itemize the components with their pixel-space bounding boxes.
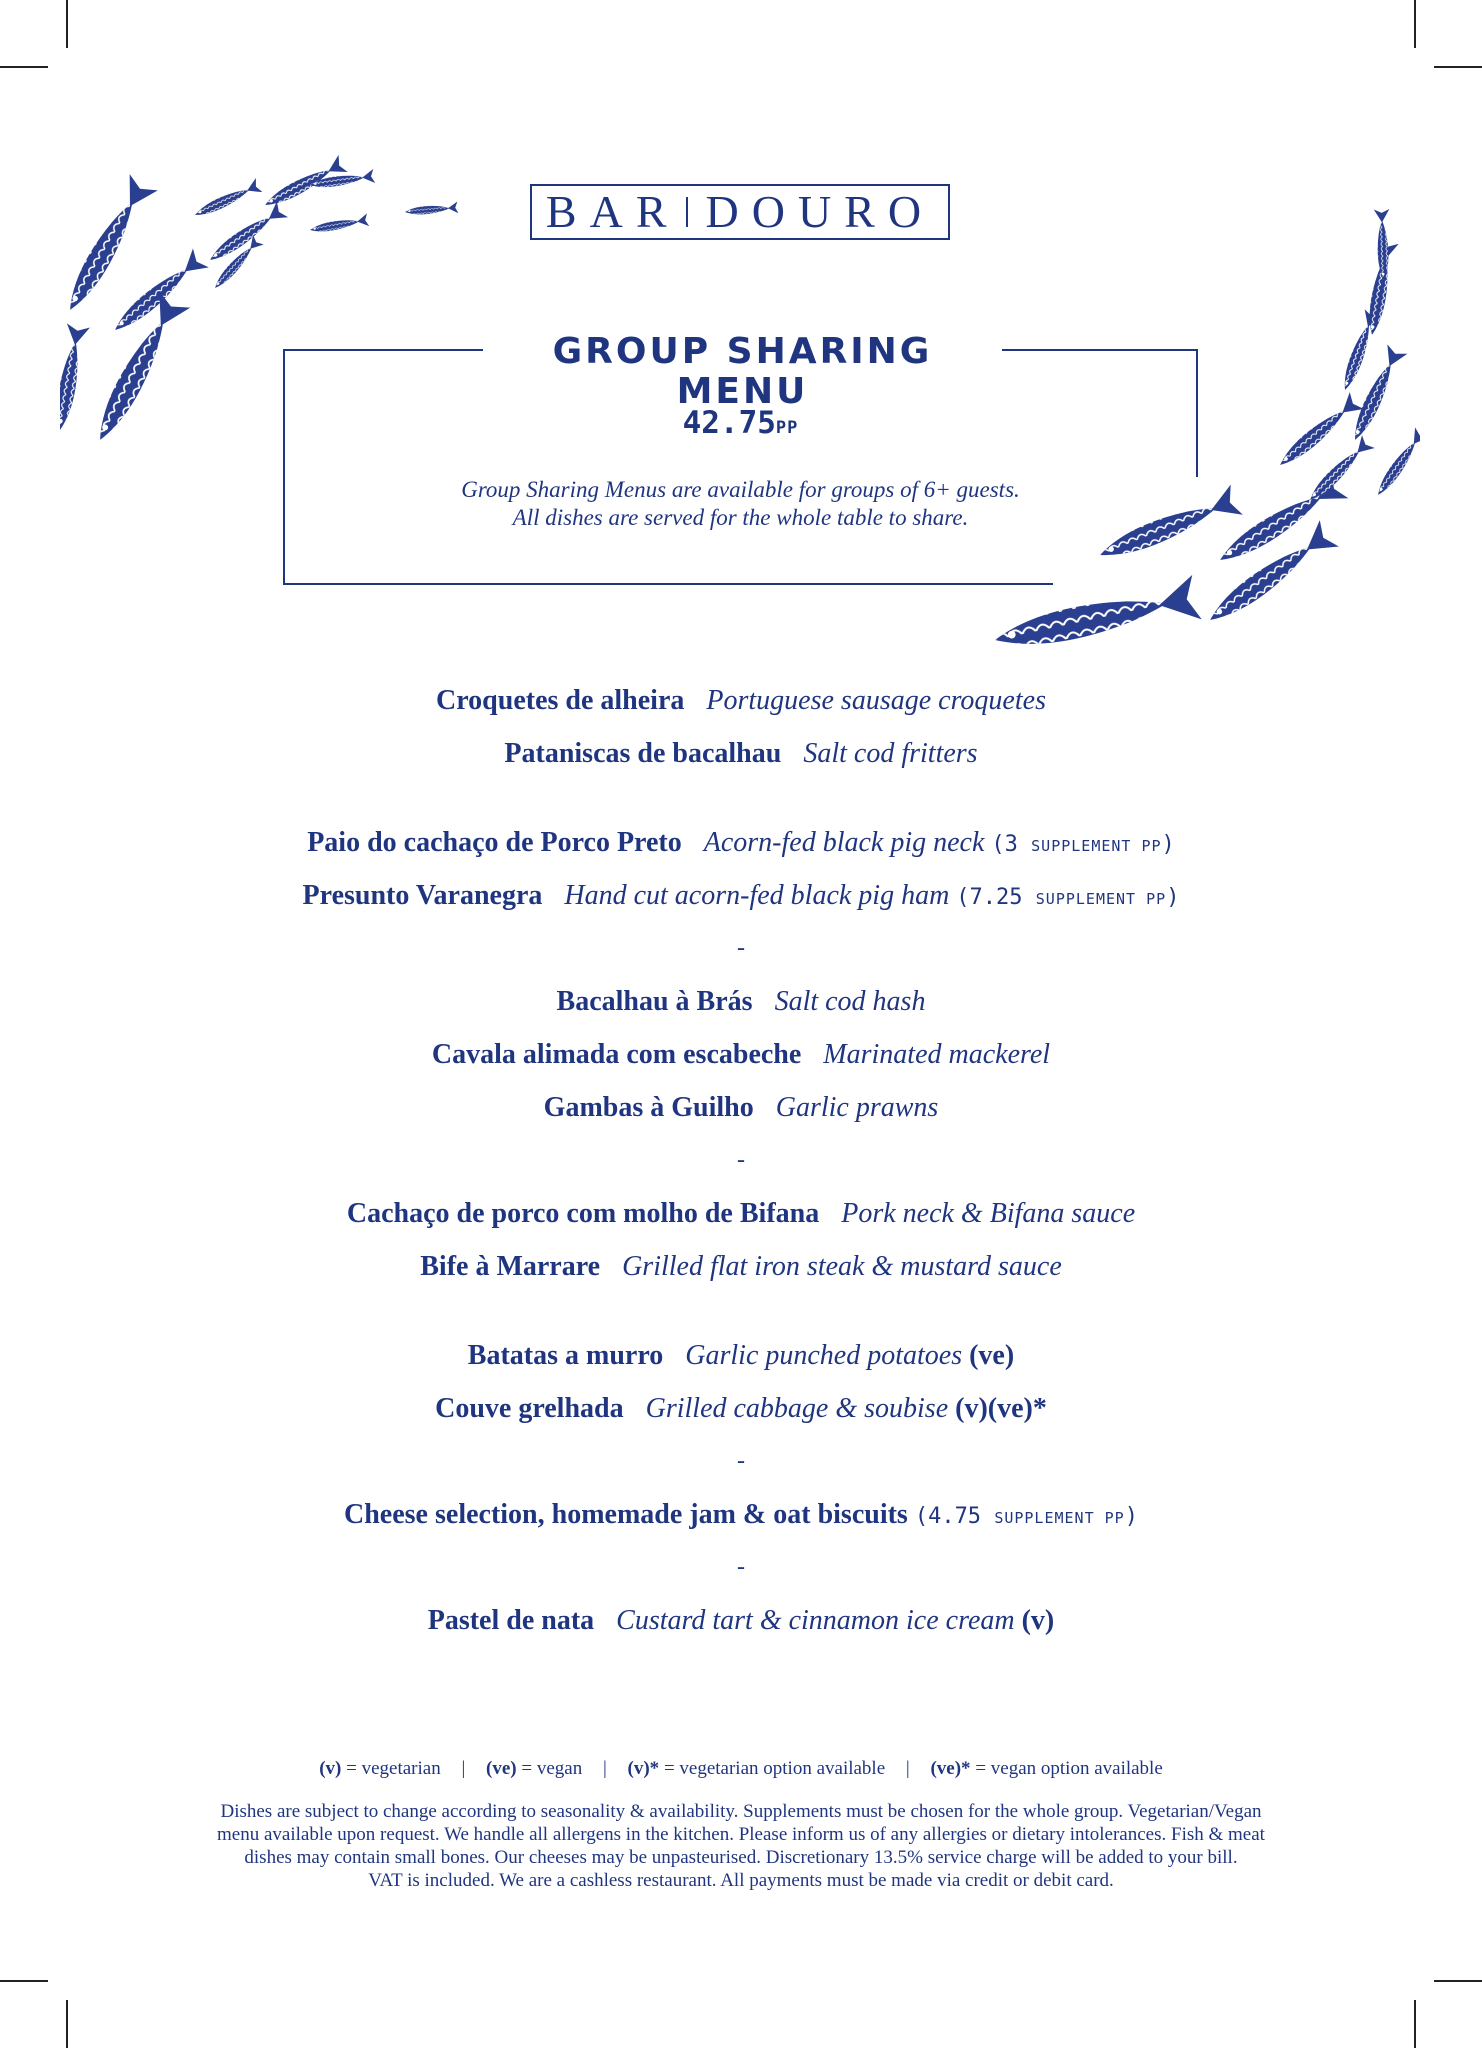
fish-icon: [990, 575, 1201, 650]
menu-item: [0, 1240, 1482, 1293]
dish-description: Salt cod fritters: [803, 738, 978, 769]
dish-description: Marinated mackerel: [823, 1039, 1051, 1070]
dish-description: Portuguese sausage croquetes: [706, 685, 1046, 716]
intro-line: Group Sharing Menus are available for groups of 6+ guests.: [461, 477, 1020, 502]
logo-left-word: BAR: [545, 186, 680, 237]
footer-line: menu available upon request. We handle all allergens in the kitchen. Please inform us of any allergies or dietary intolerances. Fish & meat: [217, 1824, 1265, 1845]
section-gap: [0, 780, 1482, 816]
crop-mark: [0, 1980, 48, 1982]
supplement-close: ): [1124, 1504, 1138, 1529]
fish-icon: [107, 248, 209, 339]
dish-name: Pataniscas de bacalhau: [504, 738, 782, 769]
dish-name: Bife à Marrare: [420, 1251, 601, 1282]
logo-right-word: DOURO: [705, 186, 935, 237]
legend-divider: |: [905, 1758, 910, 1779]
section-separator: -: [737, 935, 745, 961]
dish-description: Acorn-fed black pig neck: [703, 827, 985, 858]
section-separator: -: [737, 1554, 745, 1580]
dish-name: Paio do cachaço de Porco Preto: [307, 827, 682, 858]
legend-text: = vegetarian option available: [663, 1758, 886, 1779]
supplement-close: ): [1161, 832, 1175, 857]
dish-name: Bacalhau à Brás: [556, 986, 753, 1017]
frame-line: [283, 583, 1053, 585]
dish-description: Hand cut acorn-fed black pig ham: [564, 880, 950, 911]
menu-item: [0, 816, 1482, 869]
menu-title: GROUP SHARING MENU: [552, 331, 933, 412]
menu-item: [0, 1081, 1482, 1134]
price-unit: PP: [775, 418, 799, 438]
supplement-amount: (7.25: [956, 885, 1036, 910]
crop-mark: [66, 0, 68, 48]
supplement-note: [915, 1504, 1138, 1529]
footer-notes: [170, 1800, 1312, 1892]
legend-key: (v)*: [627, 1758, 660, 1779]
menu-item: [0, 727, 1482, 780]
dish-name: Gambas à Guilho: [543, 1092, 754, 1123]
fish-icon: [1371, 427, 1420, 500]
menu-item: [0, 1382, 1482, 1435]
menu-item: [0, 869, 1482, 922]
intro-line: All dishes are served for the whole table to share.: [512, 505, 969, 530]
logo-divider: [686, 197, 688, 227]
menu-item: [0, 1594, 1482, 1647]
crop-mark: [1434, 66, 1482, 68]
dish-name: Cavala alimada com escabeche: [431, 1039, 802, 1070]
menu-item: [0, 1187, 1482, 1240]
footer-line: Dishes are subject to change according to seasonality & availability. Supplements must be chosen for the whole group. Vegetarian/Vegan: [220, 1801, 1262, 1822]
dish-name: Cachaço de porco com molho de Bifana: [346, 1198, 820, 1229]
supplement-amount: (3: [991, 832, 1032, 857]
diet-tag: (v): [1021, 1605, 1055, 1636]
footer-line: dishes may contain small bones. Our cheeses may be unpasteurised. Discretionary 13.5% service charge will be added to your bill.: [244, 1847, 1238, 1868]
frame-line: [1002, 349, 1198, 351]
dish-name: Batatas a murro: [467, 1340, 664, 1371]
fish-icon: [1374, 209, 1392, 280]
menu-intro: [283, 476, 1198, 532]
fish-icon: [309, 213, 369, 236]
dish-description: Pork neck & Bifana sauce: [841, 1198, 1136, 1229]
legend-key: (ve)*: [930, 1758, 971, 1779]
dish-name: Croquetes de alheira: [436, 685, 685, 716]
supplement-close: ): [1166, 885, 1180, 910]
section-gap: [0, 1293, 1482, 1329]
section-separator: -: [737, 1448, 745, 1474]
menu-item: [0, 1329, 1482, 1382]
fish-icon: [60, 323, 90, 432]
menu-item: [0, 674, 1482, 727]
supplement-note: [991, 832, 1174, 857]
menu-item: [0, 1488, 1482, 1541]
dish-name: Pastel de nata: [427, 1605, 595, 1636]
supplement-label: SUPPLEMENT PP: [994, 1509, 1125, 1527]
dietary-legend: [0, 1758, 1482, 1780]
diet-tag: (v)(ve)*: [955, 1393, 1047, 1424]
legend-divider: |: [461, 1758, 466, 1779]
crop-mark: [1414, 2000, 1416, 2048]
dish-description: Custard tart & cinnamon ice cream: [616, 1605, 1015, 1636]
legend-divider: |: [602, 1758, 607, 1779]
crop-mark: [1434, 1980, 1482, 1982]
dish-description: Grilled cabbage & soubise: [645, 1393, 949, 1424]
supplement-amount: (4.75: [914, 1504, 995, 1529]
legend-text: = vegetarian: [346, 1758, 441, 1779]
menu-item: [0, 975, 1482, 1028]
footer-line: VAT is included. We are a cashless restaurant. All payments must be made via credit or debit card.: [368, 1870, 1114, 1891]
supplement-note: [956, 885, 1179, 910]
crop-mark: [1414, 0, 1416, 48]
legend-key: (ve): [486, 1758, 517, 1779]
crop-mark: [0, 66, 48, 68]
dish-description: Grilled flat iron steak & mustard sauce: [622, 1251, 1062, 1282]
fish-icon: [192, 178, 263, 222]
supplement-label: SUPPLEMENT PP: [1035, 890, 1167, 908]
supplement-label: SUPPLEMENT PP: [1031, 837, 1162, 855]
dish-description: Garlic punched potatoes: [685, 1340, 963, 1371]
crop-mark: [66, 2000, 68, 2048]
menu-list: [0, 674, 1482, 1647]
menu-item: [0, 1028, 1482, 1081]
bar-douro-logo: [530, 184, 950, 240]
frame-line: [283, 349, 285, 585]
menu-price: [283, 405, 1198, 441]
price-value: 42.75: [682, 405, 776, 441]
dish-name: Presunto Varanegra: [302, 880, 543, 911]
legend-key: (v): [319, 1758, 342, 1779]
fish-icon: [404, 202, 458, 218]
dish-name: Couve grelhada: [435, 1393, 624, 1424]
section-separator: -: [737, 1147, 745, 1173]
dish-description: Garlic prawns: [775, 1092, 939, 1123]
diet-tag: (ve): [969, 1340, 1015, 1371]
legend-text: = vegan: [521, 1758, 583, 1779]
dish-description: Salt cod hash: [774, 986, 926, 1017]
frame-line: [283, 349, 483, 351]
legend-text: = vegan option available: [975, 1758, 1163, 1779]
dish-name: Cheese selection, homemade jam & oat biscuits: [344, 1499, 908, 1530]
